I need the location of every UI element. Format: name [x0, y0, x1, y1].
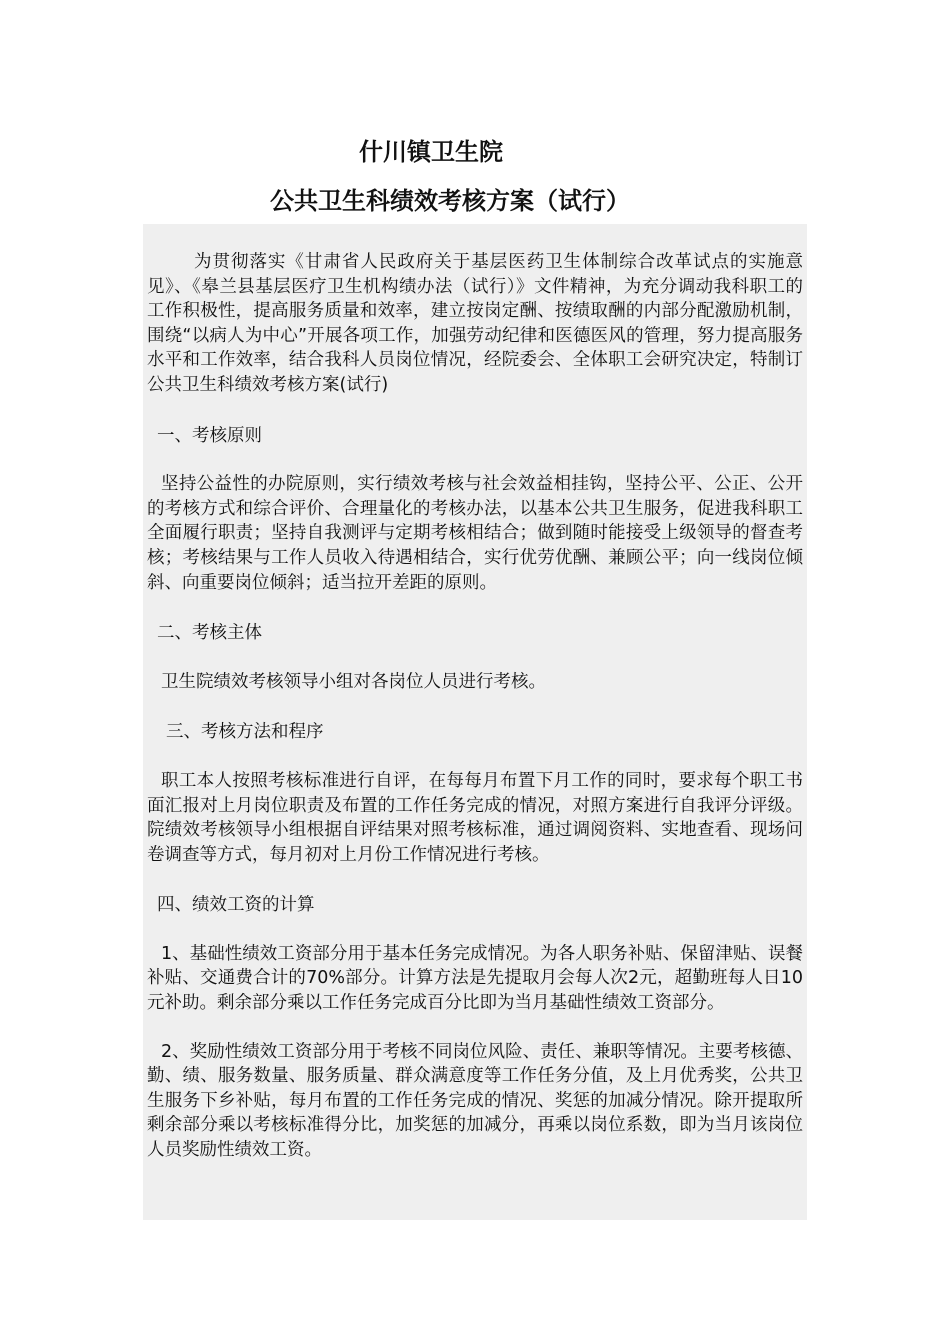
section-body-method: 职工本人按照考核标准进行自评，在每每月布置下月工作的同时，要求每个职工书面汇报对上月岗位职责及布置的工作任务完成的情况，对照方案进行自我评分评级。院绩效考核领导小组根据自评结果对照考核标准，通过调阅资料、实地查看、现场问卷调查等方式，每月初对上月份工作情况进行考核。 — [147, 770, 803, 865]
section-heading-salary: 四、绩效工资的计算 — [157, 895, 315, 916]
document-body — [143, 224, 807, 1220]
document-subtitle: 公共卫生科绩效考核方案（试行） — [270, 187, 630, 215]
intro-paragraph: 为贯彻落实《甘肃省人民政府关于基层医药卫生体制综合改革试点的实施意见》、《皋兰县基层医疗卫生机构绩办法（试行）》文件精神，为充分调动我科职工的工作积极性，提高服务质量和效率，建立按岗定酬、按绩取酬的内部分配激励机制，围绕“以病人为中心”开展各项工作，加强劳动纪律和医德医风的管理，努力提高服务水平和工作效率，结合我科人员岗位情况，经院委会、全体职工会研究决定，特制订公共卫生科绩效考核方案(试行) — [147, 252, 803, 395]
section-heading-method: 三、考核方法和程序 — [166, 722, 324, 743]
salary-item-basic: 1、基础性绩效工资部分用于基本任务完成情况。为各人职务补贴、保留津贴、误餐补贴、交通费合计的70%部分。计算方法是先提取月会每人次2元，超勤班每人日10元补助。剩余部分乘以工作任务完成百分比即为当月基础性绩效工资部分。 — [147, 943, 803, 1014]
section-heading-subject: 二、考核主体 — [157, 623, 262, 644]
salary-item-incentive: 2、奖励性绩效工资部分用于考核不同岗位风险、责任、兼职等情况。主要考核德、勤、绩、服务数量、服务质量、群众满意度等工作任务分值，及上月优秀奖，公共卫生服务下乡补贴，每月布置的工作任务完成的情况、奖惩的加减分情况。除开提取所剩余部分乘以考核标准得分比，加奖惩的加减分，再乘以岗位系数，即为当月该岗位人员奖励性绩效工资。 — [147, 1041, 803, 1161]
section-body-principles: 坚持公益性的办院原则，实行绩效考核与社会效益相挂钩，坚持公平、公正、公开的考核方式和综合评价、合理量化的考核办法，以基本公共卫生服务，促进我科职工全面履行职责；坚持自我测评与定期考核相结合；做到随时能接受上级领导的督查考核；考核结果与工作人员收入待遇相结合，实行优劳优酬、兼顾公平；向一线岗位倾斜、向重要岗位倾斜；适当拉开差距的原则。 — [147, 474, 803, 593]
document-title: 什川镇卫生院 — [359, 138, 503, 166]
section-body-subject: 卫生院绩效考核领导小组对各岗位人员进行考核。 — [161, 671, 546, 692]
section-heading-principles: 一、考核原则 — [157, 425, 262, 446]
